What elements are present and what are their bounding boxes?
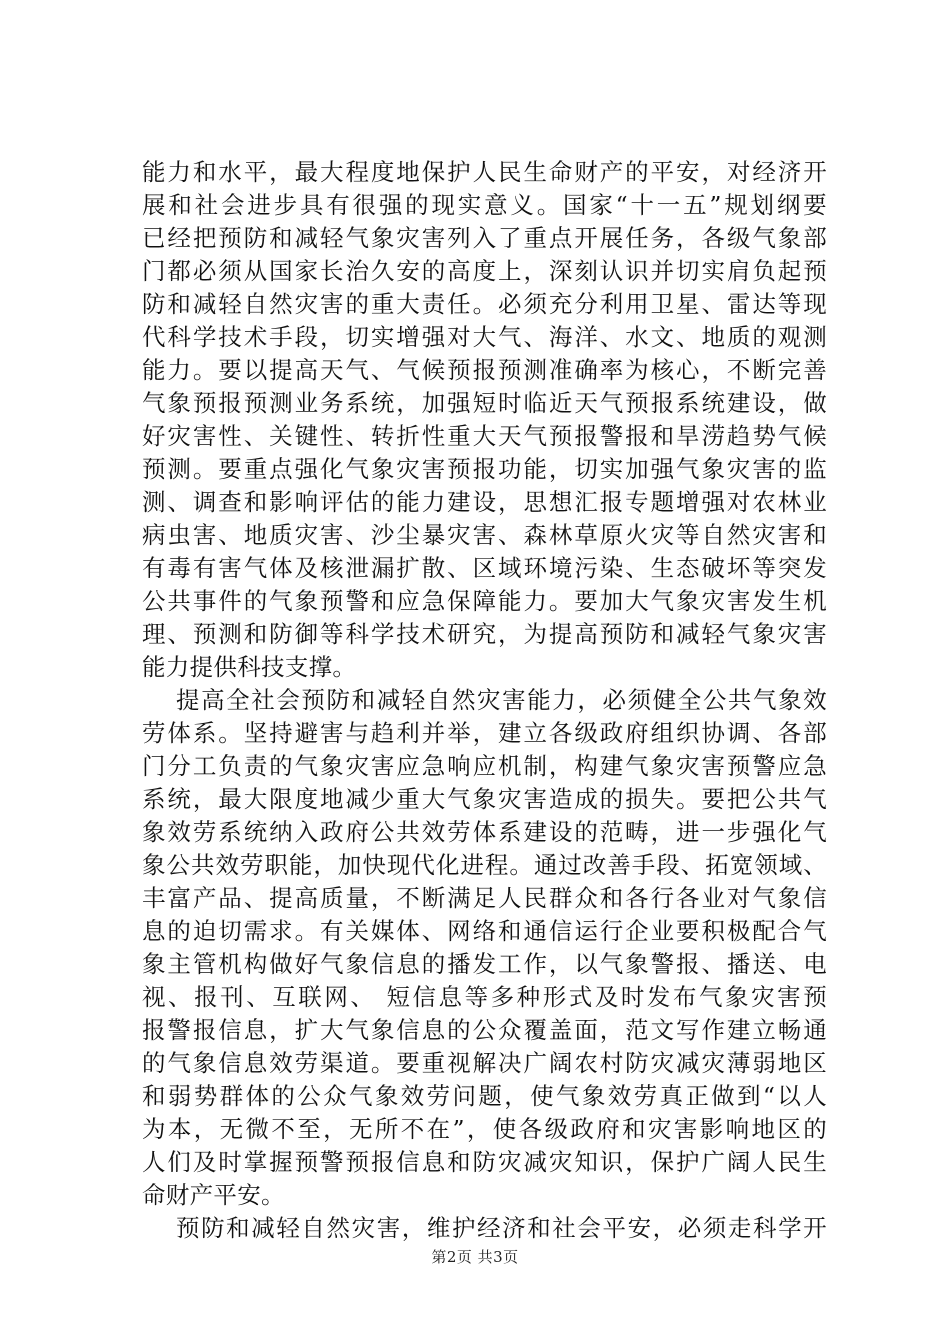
text-line: 好灾害性、关键性、转折性重大天气预报警报和旱涝趋势气候 [142, 422, 827, 450]
text-line: 能力和水平，最大程度地保护人民生命财产的平安，对经济开 [142, 158, 827, 186]
text-line: 能力。要以提高天气、气候预报预测准确率为核心，不断完善 [142, 356, 827, 384]
text-line: 象效劳系统纳入政府公共效劳体系建设的范畴，进一步强化气 [142, 818, 827, 846]
text-line: 气象预报预测业务系统，加强短时临近天气预报系统建设，做 [142, 389, 827, 417]
text-line: 视、报刊、互联网、 短信息等多种形式及时发布气象灾害预 [142, 983, 827, 1011]
text-line: 公共事件的气象预警和应急保障能力。要加大气象灾害发生机 [142, 587, 827, 615]
text-line: 象公共效劳职能，加快现代化进程。通过改善手段、拓宽领域、 [142, 851, 827, 879]
text-line: 人们及时掌握预警预报信息和防灾减灾知识，保护广阔人民生 [142, 1148, 827, 1176]
text-line: 有毒有害气体及核泄漏扩散、区域环境污染、生态破坏等突发 [142, 554, 827, 582]
text-line: 报警报信息，扩大气象信息的公众覆盖面，范文写作建立畅通 [142, 1016, 827, 1044]
text-line: 和弱势群体的公众气象效劳问题，使气象效劳真正做到“以人 [142, 1082, 827, 1110]
text-line: 提高全社会预防和减轻自然灾害能力，必须健全公共气象效 [176, 686, 827, 714]
text-line: 命财产平安。 [142, 1181, 285, 1209]
text-line: 丰富产品、提高质量，不断满足人民群众和各行各业对气象信 [142, 884, 827, 912]
text-line: 预测。要重点强化气象灾害预报功能，切实加强气象灾害的监 [142, 455, 827, 483]
text-line: 劳体系。坚持避害与趋利并举，建立各级政府组织协调、各部 [142, 719, 827, 747]
text-line: 象主管机构做好气象信息的播发工作，以气象警报、播送、电 [142, 950, 827, 978]
text-line: 测、调查和影响评估的能力建设，思想汇报专题增强对农林业 [142, 488, 827, 516]
text-line: 能力提供科技支撑。 [142, 653, 357, 681]
text-line: 代科学技术手段，切实增强对大气、海洋、水文、地质的观测 [142, 323, 827, 351]
text-line: 门都必须从国家长治久安的高度上，深刻认识并切实肩负起预 [142, 257, 827, 285]
text-line: 的气象信息效劳渠道。要重视解决广阔农村防灾减灾薄弱地区 [142, 1049, 827, 1077]
text-line: 门分工负责的气象灾害应急响应机制，构建气象灾害预警应急 [142, 752, 827, 780]
text-line: 展和社会进步具有很强的现实意义。国家“十一五”规划纲要 [142, 191, 827, 219]
text-line: 病虫害、地质灾害、沙尘暴灾害、森林草原火灾等自然灾害和 [142, 521, 827, 549]
text-line: 系统，最大限度地减少重大气象灾害造成的损失。要把公共气 [142, 785, 827, 813]
text-line: 为本，无微不至，无所不在”，使各级政府和灾害影响地区的 [142, 1115, 827, 1143]
text-line: 理、预测和防御等科学技术研究，为提高预防和减轻气象灾害 [142, 620, 827, 648]
body-text [142, 156, 827, 1245]
text-line: 预防和减轻自然灾害，维护经济和社会平安，必须走科学开 [176, 1214, 827, 1242]
page-footer: 第2页 共3页 [431, 1248, 519, 1266]
text-line: 防和减轻自然灾害的重大责任。必须充分利用卫星、雷达等现 [142, 290, 827, 318]
text-line: 息的迫切需求。有关媒体、网络和通信运行企业要积极配合气 [142, 917, 827, 945]
text-line: 已经把预防和减轻气象灾害列入了重点开展任务，各级气象部 [142, 224, 827, 252]
